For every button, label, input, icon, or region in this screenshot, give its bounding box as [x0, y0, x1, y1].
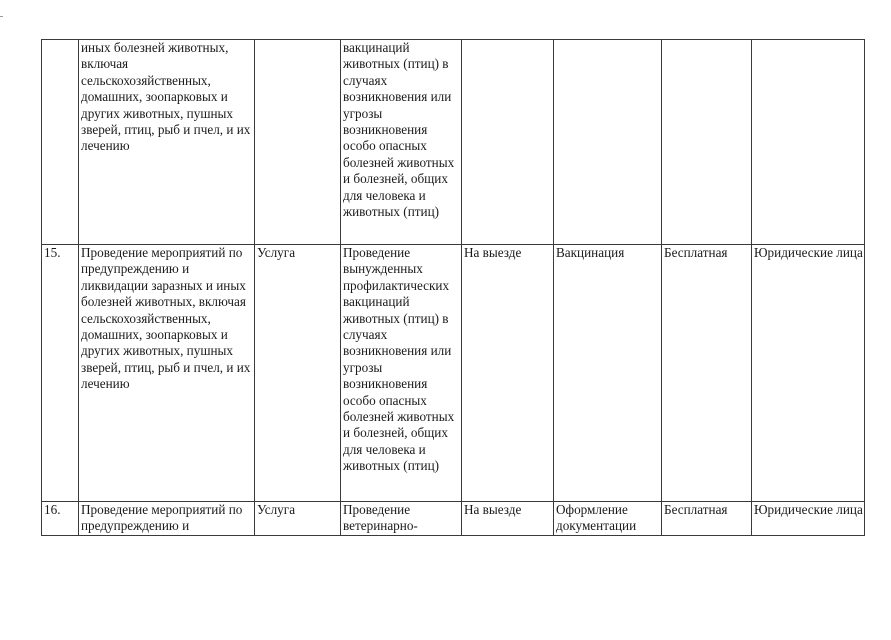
service-place: На выезде	[462, 502, 554, 536]
service-place: На выезде	[462, 245, 554, 502]
service-name: Проведение мероприятий по предупреждению и ликвидации заразных и иных болезней животных, включая сельскохозяйственных, домашних, зоопарковых и других животных, пушных зверей, птиц, рыб и пчел, и их лечению	[79, 245, 255, 502]
service-cost	[662, 40, 752, 245]
service-content: Проведение вынужденных профилактических вакцинаций животных (птиц) в случаях возникновения или угрозы возникновения особо опасных болезней животных и болезней, общих для человека и животных (птиц)	[341, 245, 462, 502]
service-place	[462, 40, 554, 245]
row-number: 16.	[42, 502, 79, 536]
service-name: иных болезней животных, включая сельскохозяйственных, домашних, зоопарковых и других животных, пушных зверей, птиц, рыб и пчел, и их лечению	[79, 40, 255, 245]
service-recipient: Юридические лица	[752, 245, 865, 502]
services-table	[41, 39, 865, 536]
service-cost: Бесплатная	[662, 245, 752, 502]
service-type: Услуга	[255, 502, 341, 536]
service-content: Проведение ветеринарно-	[341, 502, 462, 536]
service-type	[255, 40, 341, 245]
service-result: Вакцинация	[554, 245, 662, 502]
service-recipient: Юридические лица	[752, 502, 865, 536]
service-recipient	[752, 40, 865, 245]
service-cost: Бесплатная	[662, 502, 752, 536]
scan-mark	[0, 16, 3, 17]
row-number: 15.	[42, 245, 79, 502]
service-result	[554, 40, 662, 245]
table-row	[42, 245, 865, 502]
service-type: Услуга	[255, 245, 341, 502]
row-number	[42, 40, 79, 245]
table-row	[42, 502, 865, 536]
table-row	[42, 40, 865, 245]
service-content: вакцинаций животных (птиц) в случаях возникновения или угрозы возникновения особо опасных болезней животных и болезней, общих для человека и животных (птиц)	[341, 40, 462, 245]
service-result: Оформление документации	[554, 502, 662, 536]
service-name: Проведение мероприятий по предупреждению и	[79, 502, 255, 536]
